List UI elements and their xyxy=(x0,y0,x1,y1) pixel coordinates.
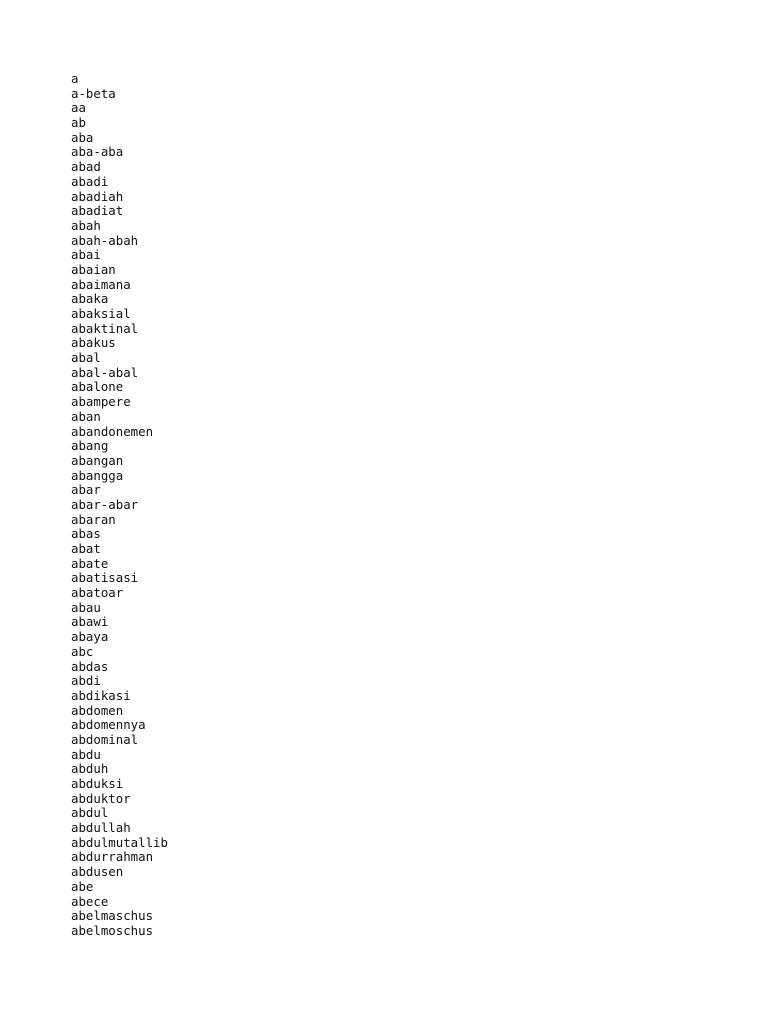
word-list-item: abduksi xyxy=(71,776,124,791)
word-list-item: abaka xyxy=(71,291,109,307)
word-list-item: abdi xyxy=(71,673,101,689)
word-list-item: aba xyxy=(71,129,94,145)
word-list-item: abece xyxy=(71,893,109,909)
word-list-item: abad xyxy=(71,159,101,175)
word-list-item: ab xyxy=(71,115,86,131)
word-list-item: abakus xyxy=(71,335,116,351)
word-list-item: a-beta xyxy=(71,85,116,101)
word-list-item: abatisasi xyxy=(71,570,139,586)
word-list-item: abangga xyxy=(71,467,124,483)
word-list-item: abdurrahman xyxy=(71,849,154,865)
word-list-item: abar-abar xyxy=(71,496,139,512)
word-list-item: abdul xyxy=(71,805,109,821)
word-list-item: abdusen xyxy=(71,864,124,880)
word-list-item: aa xyxy=(71,100,86,116)
word-list-item: abadi xyxy=(71,173,109,189)
word-list-item: abate xyxy=(71,555,109,571)
word-list-item: abdikasi xyxy=(71,687,131,703)
word-list-item: abdas xyxy=(71,658,109,674)
word-list-item: abas xyxy=(71,526,101,542)
word-list-item: abdomennya xyxy=(71,717,146,733)
word-list-item: abaimana xyxy=(71,276,131,292)
word-list-item: abdullah xyxy=(71,820,131,836)
word-list-item: abangan xyxy=(71,452,124,468)
word-list-item: aba-aba xyxy=(71,144,124,160)
word-list-item: abatoar xyxy=(71,585,124,601)
word-list-item: abar xyxy=(71,482,101,498)
word-list-item: abdulmutallib xyxy=(71,834,168,850)
word-list-item: abalone xyxy=(71,379,124,395)
word-list-item: abandonemen xyxy=(71,423,154,439)
word-list-item: abang xyxy=(71,438,109,454)
word-list-item: abaran xyxy=(71,511,116,527)
word-list-item: abau xyxy=(71,599,101,615)
word-list-item: abawi xyxy=(71,614,109,630)
word-list-item: abdomen xyxy=(71,702,124,718)
word-list-item: abdu xyxy=(71,746,101,762)
word-list xyxy=(71,72,168,939)
word-list-item: aban xyxy=(71,408,101,424)
word-list-item: abelmoschus xyxy=(71,922,154,938)
word-list-item: abdominal xyxy=(71,731,139,747)
word-list-item: abaian xyxy=(71,261,116,277)
word-list-item: abaksial xyxy=(71,306,131,321)
word-list-item: abadiah xyxy=(71,188,124,204)
word-list-item: abai xyxy=(71,247,101,263)
word-list-item: abelmaschus xyxy=(71,908,154,924)
word-list-item: abduh xyxy=(71,761,109,777)
word-list-item: abampere xyxy=(71,394,131,410)
word-list-item: abal xyxy=(71,350,101,366)
word-list-item: abah xyxy=(71,217,101,233)
word-list-item: abadiat xyxy=(71,203,124,219)
word-list-item: abc xyxy=(71,643,94,659)
word-list-item: abat xyxy=(71,541,101,556)
word-list-item: abe xyxy=(71,878,94,894)
word-list-item: abaktinal xyxy=(71,320,139,336)
word-list-item: abduktor xyxy=(71,790,131,806)
word-list-item: abal-abal xyxy=(71,364,139,380)
word-list-item: abah-abah xyxy=(71,232,139,248)
word-list-item: abaya xyxy=(71,629,109,645)
word-list-item: a xyxy=(71,71,79,86)
